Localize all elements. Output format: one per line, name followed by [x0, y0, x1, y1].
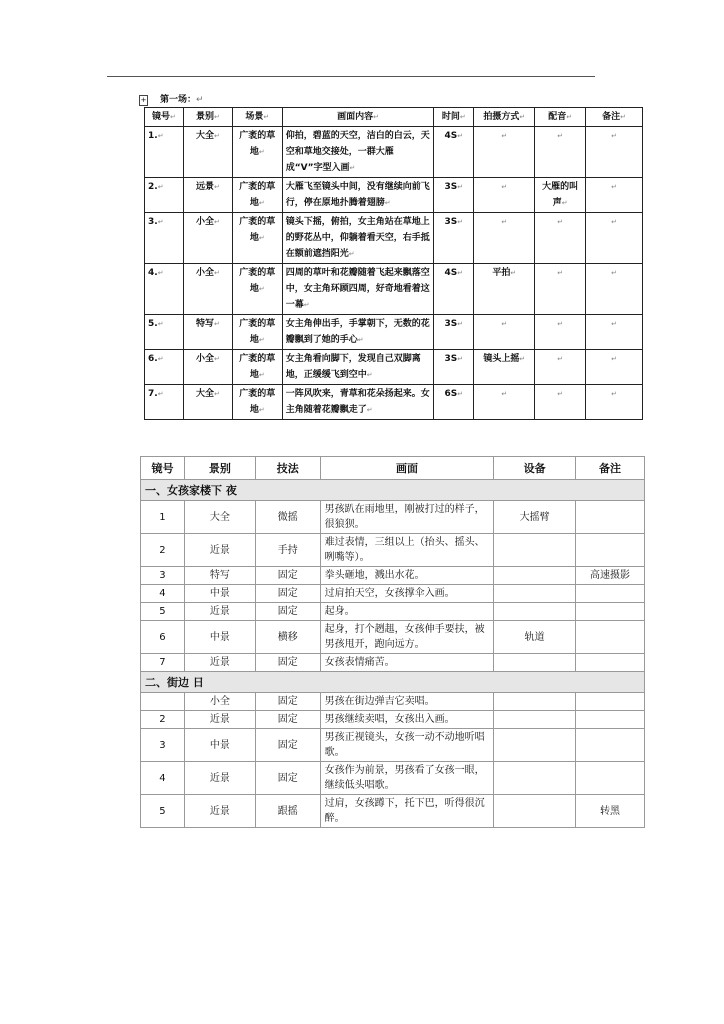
paragraph-mark: ↵	[258, 406, 265, 414]
header-label: 备注	[602, 112, 621, 122]
cell-content: 拳头砸地，溅出水花。	[320, 567, 494, 585]
cell-note	[576, 729, 645, 762]
paragraph-mark: ↵	[213, 390, 220, 398]
paragraph-mark: ↵	[561, 199, 568, 207]
cell-note	[586, 315, 643, 350]
cell-text: 大全	[195, 131, 214, 141]
table-2-header-cell: 景别	[184, 457, 255, 480]
paragraph-mark: ↵	[258, 371, 265, 379]
cell-no: 7	[141, 654, 185, 672]
cell-text: 四周的草叶和花瓣随着飞起来飘落空中，女主角环顾四周，好奇地看着这一幕	[285, 268, 430, 310]
paragraph-mark: ↵	[557, 390, 564, 398]
paragraph-mark: ↵	[519, 355, 526, 363]
cell-device	[494, 585, 576, 603]
paragraph-mark: ↵	[170, 113, 176, 121]
paragraph-mark: ↵	[373, 113, 379, 121]
paragraph-mark: ↵	[366, 371, 373, 379]
cell-method	[474, 385, 535, 420]
header-label: 景别	[195, 112, 214, 122]
cell-shot: 近景	[184, 795, 255, 828]
paragraph-mark: ↵	[557, 269, 564, 277]
cell-text: 小全	[195, 354, 214, 364]
cell-tech: 固定	[255, 603, 320, 621]
cell-time	[434, 350, 474, 385]
paragraph-mark: ↵	[357, 336, 364, 344]
cell-tech: 固定	[255, 654, 320, 672]
cell-tech: 固定	[255, 567, 320, 585]
cell-method	[474, 213, 535, 264]
cell-scene	[232, 178, 282, 213]
cell-tech: 固定	[255, 585, 320, 603]
cell-content	[282, 264, 434, 315]
cell-text: 1.	[148, 131, 158, 141]
paragraph-mark: ↵	[258, 199, 265, 207]
paragraph-mark: ↵	[157, 355, 164, 363]
cell-device	[494, 603, 576, 621]
paragraph-mark: ↵	[611, 355, 617, 363]
cell-no: 1	[141, 501, 185, 534]
cell-shot: 小全	[184, 693, 255, 711]
cell-text: 大雁的叫声	[542, 182, 579, 208]
paragraph-mark: ↵	[557, 355, 564, 363]
cell-text: 大全	[195, 389, 214, 399]
cell-no: 3	[141, 567, 185, 585]
cell-text: 镜头上摇	[483, 354, 520, 364]
table-2-header-cell: 技法	[255, 457, 320, 480]
cell-no: 2	[141, 534, 185, 567]
paragraph-mark: ↵	[557, 132, 564, 140]
cell-no	[145, 127, 184, 178]
cell-shot: 中景	[184, 621, 255, 654]
cell-device	[494, 795, 576, 828]
cell-text: 2.	[148, 182, 158, 192]
cell-device	[494, 711, 576, 729]
cell-tech: 跟摇	[255, 795, 320, 828]
header-label: 场景	[245, 112, 264, 122]
cell-no: 4	[141, 585, 185, 603]
cell-tech: 固定	[255, 711, 320, 729]
cell-shot	[183, 178, 232, 213]
table-row	[141, 603, 645, 621]
cell-scene	[232, 315, 282, 350]
cell-scene	[232, 385, 282, 420]
paragraph-mark: ↵	[501, 132, 508, 140]
table-row	[141, 729, 645, 762]
cell-text: 3S	[444, 217, 458, 227]
cell-text: 广袤的草地	[239, 354, 276, 380]
cell-audio	[535, 315, 586, 350]
header-label: 时间	[441, 112, 460, 122]
cell-device: 轨道	[494, 621, 576, 654]
paragraph-mark: ↵	[620, 113, 626, 121]
cell-text: 广袤的草地	[239, 131, 276, 157]
storyboard-table-1	[144, 107, 643, 420]
cell-scene	[232, 350, 282, 385]
cell-note	[576, 534, 645, 567]
cell-content	[282, 385, 434, 420]
table-row	[141, 693, 645, 711]
header-label: 配音	[548, 112, 567, 122]
cell-no	[145, 213, 184, 264]
paragraph-mark: ↵	[457, 183, 464, 191]
table-1-header-cell	[474, 108, 535, 127]
header-label: 镜号	[152, 112, 171, 122]
paragraph-mark: ↵	[213, 269, 220, 277]
cell-audio	[535, 350, 586, 385]
table-row	[141, 795, 645, 828]
cell-content	[282, 350, 434, 385]
table-1-header-row	[145, 108, 643, 127]
cell-no	[145, 264, 184, 315]
cell-note	[576, 585, 645, 603]
cell-content: 男孩继续卖唱，女孩出入画。	[320, 711, 494, 729]
paragraph-mark: ↵	[611, 320, 617, 328]
paragraph-mark: ↵	[258, 234, 265, 242]
paragraph-mark: ↵	[213, 218, 220, 226]
cell-no: 2	[141, 711, 185, 729]
paragraph-mark: ↵	[557, 218, 564, 226]
paragraph-mark: ↵	[501, 218, 508, 226]
cell-shot: 近景	[184, 534, 255, 567]
cell-text: 广袤的草地	[239, 182, 276, 208]
paragraph-mark: ↵	[157, 183, 164, 191]
cell-audio	[535, 178, 586, 213]
table-row	[141, 654, 645, 672]
table-2-header-cell: 画面	[320, 457, 494, 480]
table-2-header-cell: 备注	[576, 457, 645, 480]
table-row	[145, 127, 643, 178]
paragraph-mark: ↵	[258, 148, 265, 156]
cell-text: 6S	[444, 389, 458, 399]
paragraph-mark: ↵	[157, 218, 164, 226]
cell-no	[145, 315, 184, 350]
paragraph-mark: ↵	[611, 183, 617, 191]
cell-shot: 特写	[184, 567, 255, 585]
cell-content	[282, 127, 434, 178]
cell-device	[494, 567, 576, 585]
cell-content: 男孩在街边弹吉它卖唱。	[320, 693, 494, 711]
paragraph-mark: ↵	[263, 113, 270, 121]
header-label: 画面内容	[337, 112, 374, 122]
cell-tech: 横移	[255, 621, 320, 654]
cell-content	[282, 315, 434, 350]
table-row	[141, 621, 645, 654]
table-move-handle[interactable]: +	[140, 96, 147, 104]
cell-shot	[183, 127, 232, 178]
cell-time	[434, 178, 474, 213]
table-2-header-cell: 镜号	[141, 457, 185, 480]
cell-text: 广袤的草地	[239, 217, 276, 243]
cell-text: 平拍	[492, 268, 511, 278]
table-row	[141, 501, 645, 534]
paragraph-mark: ↵	[213, 320, 220, 328]
cell-audio	[535, 127, 586, 178]
table-row	[145, 385, 643, 420]
table-row	[145, 350, 643, 385]
cell-no: 5	[141, 795, 185, 828]
cell-no: 3	[141, 729, 185, 762]
paragraph-mark: ↵	[213, 113, 220, 121]
cell-shot: 中景	[184, 729, 255, 762]
cell-scene	[232, 264, 282, 315]
cell-content: 男孩正视镜头，女孩一动不动地听唱歌。	[320, 729, 494, 762]
cell-scene	[232, 213, 282, 264]
cell-tech: 微摇	[255, 501, 320, 534]
paragraph-mark: ↵	[459, 113, 466, 121]
cell-shot: 近景	[184, 603, 255, 621]
cell-shot	[183, 350, 232, 385]
cell-content	[282, 213, 434, 264]
table-row	[145, 315, 643, 350]
cell-note	[576, 501, 645, 534]
table-row	[145, 213, 643, 264]
cell-shot	[183, 385, 232, 420]
cell-shot: 大全	[184, 501, 255, 534]
cell-text: 4S	[444, 131, 458, 141]
paragraph-mark: ↵	[611, 218, 617, 226]
cell-note	[576, 762, 645, 795]
cell-method	[474, 127, 535, 178]
cell-content: 男孩趴在雨地里，刚被打过的样子，很狼狈。	[320, 501, 494, 534]
header-rule	[107, 76, 595, 77]
paragraph-mark: ↵	[303, 301, 310, 309]
cell-content: 过肩，女孩蹲下，托下巴，听得很沉醉。	[320, 795, 494, 828]
scene-1-heading	[160, 92, 204, 105]
table-row	[141, 711, 645, 729]
cell-method	[474, 264, 535, 315]
cell-shot: 近景	[184, 711, 255, 729]
cell-device	[494, 729, 576, 762]
cell-no	[145, 350, 184, 385]
cell-device: 大摇臂	[494, 501, 576, 534]
cell-note	[586, 350, 643, 385]
paragraph-mark: ↵	[213, 132, 220, 140]
cell-time	[434, 213, 474, 264]
cell-tech: 固定	[255, 693, 320, 711]
paragraph-mark: ↵	[258, 336, 265, 344]
cell-audio	[535, 213, 586, 264]
cell-text: 小全	[195, 268, 214, 278]
paragraph-mark: ↵	[557, 320, 564, 328]
cell-audio	[535, 385, 586, 420]
cell-tech: 固定	[255, 729, 320, 762]
cell-note: 高速摄影	[576, 567, 645, 585]
cell-text: 女主角看向脚下，发现自己双脚离地，正缓缓飞到空中	[285, 354, 421, 380]
paragraph-mark: ↵	[457, 132, 464, 140]
cell-no	[145, 178, 184, 213]
paragraph-mark: ↵	[457, 269, 464, 277]
cell-content: 过肩拍天空，女孩撑伞入画。	[320, 585, 494, 603]
cell-text: 镜头下摇，俯拍，女主角站在草地上的野花丛中，仰躺着看天空，右手抵在额前遮挡阳光	[285, 217, 430, 259]
cell-note	[586, 127, 643, 178]
table-row	[141, 567, 645, 585]
paragraph-mark: ↵	[457, 320, 464, 328]
cell-text: 特写	[195, 319, 214, 329]
cell-text: 6.	[148, 354, 158, 364]
paragraph-mark: ↵	[213, 183, 220, 191]
paragraph-mark: ↵	[258, 285, 265, 293]
cell-text: 大雁飞至镜头中间，没有继续向前飞行，停在原地扑腾着翅膀	[285, 182, 430, 208]
paragraph-mark: ↵	[384, 199, 391, 207]
cell-note: 转黑	[576, 795, 645, 828]
paragraph-mark: ↵	[501, 320, 508, 328]
cell-device	[494, 534, 576, 567]
paragraph-mark: ↵	[366, 406, 373, 414]
storyboard-table-2	[140, 456, 645, 828]
table-row	[141, 534, 645, 567]
section-title: 一、女孩家楼下 夜	[141, 480, 645, 501]
paragraph-mark: ↵	[611, 132, 617, 140]
cell-time	[434, 385, 474, 420]
table-1-header-cell	[145, 108, 184, 127]
paragraph-mark: ↵	[501, 183, 508, 191]
cell-text: 5.	[148, 319, 158, 329]
cell-device	[494, 654, 576, 672]
cell-note	[586, 178, 643, 213]
table-2-header-row	[141, 457, 645, 480]
cell-text: 仰拍，碧蓝的天空，洁白的白云，天空和草地交接处，一群大雁成“V”字型入画	[285, 131, 430, 173]
cell-note	[586, 213, 643, 264]
paragraph-mark: ↵	[157, 390, 164, 398]
table-1-header-cell	[282, 108, 434, 127]
section-row	[141, 672, 645, 693]
paragraph-mark: ↵	[349, 164, 356, 172]
paragraph-mark: ↵	[457, 218, 464, 226]
cell-content: 起身。	[320, 603, 494, 621]
cell-time	[434, 127, 474, 178]
cell-time	[434, 315, 474, 350]
cell-text: 3S	[444, 319, 458, 329]
table-row	[141, 762, 645, 795]
cell-method	[474, 315, 535, 350]
table-row	[145, 264, 643, 315]
table-1-header-cell	[232, 108, 282, 127]
cell-text: 4S	[444, 268, 458, 278]
cell-method	[474, 350, 535, 385]
cell-no	[141, 693, 185, 711]
cell-no	[145, 385, 184, 420]
paragraph-mark: ↵	[566, 113, 573, 121]
cell-text: 4.	[148, 268, 158, 278]
cell-shot	[183, 264, 232, 315]
cell-shot	[183, 315, 232, 350]
paragraph-mark: ↵	[213, 355, 220, 363]
cell-content	[282, 178, 434, 213]
table-row	[141, 585, 645, 603]
cell-shot: 近景	[184, 654, 255, 672]
section-row	[141, 480, 645, 501]
cell-note	[586, 264, 643, 315]
cell-note	[576, 603, 645, 621]
cell-content: 起身，打个趔趄，女孩伸手要扶，被男孩甩开，跑向远方。	[320, 621, 494, 654]
cell-device	[494, 693, 576, 711]
cell-no: 6	[141, 621, 185, 654]
table-1-header-cell	[586, 108, 643, 127]
table-row	[145, 178, 643, 213]
table-1-header-cell	[434, 108, 474, 127]
cell-note	[576, 711, 645, 729]
cell-text: 广袤的草地	[239, 268, 276, 294]
cell-text: 3.	[148, 217, 158, 227]
cell-text: 广袤的草地	[239, 319, 276, 345]
table-1-header-cell	[183, 108, 232, 127]
cell-tech: 手持	[255, 534, 320, 567]
cell-content: 难过表情，三组以上（抬头、摇头、咧嘴等）。	[320, 534, 494, 567]
cell-text: 3S	[444, 354, 458, 364]
paragraph-mark: ↵	[457, 390, 464, 398]
cell-text: 小全	[195, 217, 214, 227]
paragraph-mark: ↵	[510, 269, 517, 277]
cell-audio	[535, 264, 586, 315]
cell-method	[474, 178, 535, 213]
paragraph-mark: ↵	[157, 320, 164, 328]
scene-1-label: 第一场：	[160, 95, 197, 105]
cell-no: 4	[141, 762, 185, 795]
paragraph-mark: ↵	[611, 269, 617, 277]
cell-note	[576, 693, 645, 711]
table-2-header-cell: 设备	[494, 457, 576, 480]
cell-time	[434, 264, 474, 315]
cell-text: 一阵风吹来，青草和花朵扬起来。女主角随着花瓣飘走了	[285, 389, 430, 415]
header-label: 拍摄方式	[483, 112, 520, 122]
cell-device	[494, 762, 576, 795]
cell-note	[576, 654, 645, 672]
paragraph-mark: ↵	[501, 390, 508, 398]
cell-text: 远景	[195, 182, 214, 192]
cell-note	[586, 385, 643, 420]
cell-shot	[183, 213, 232, 264]
paragraph-mark: ↵	[196, 95, 204, 105]
cell-no: 5	[141, 603, 185, 621]
paragraph-mark: ↵	[157, 269, 164, 277]
cell-text: 女主角伸出手，手掌朝下，无数的花瓣飘到了她的手心	[285, 319, 430, 345]
paragraph-mark: ↵	[611, 390, 617, 398]
cell-tech: 固定	[255, 762, 320, 795]
cell-scene	[232, 127, 282, 178]
cell-note	[576, 621, 645, 654]
cell-text: 3S	[444, 182, 458, 192]
cell-content: 女孩表情痛苦。	[320, 654, 494, 672]
table-1-header-cell	[535, 108, 586, 127]
section-title: 二、街边 日	[141, 672, 645, 693]
cell-text: 7.	[148, 389, 158, 399]
paragraph-mark: ↵	[457, 355, 464, 363]
cell-shot: 中景	[184, 585, 255, 603]
paragraph-mark: ↵	[519, 113, 526, 121]
cell-text: 广袤的草地	[239, 389, 276, 415]
cell-shot: 近景	[184, 762, 255, 795]
paragraph-mark: ↵	[348, 250, 355, 258]
cell-content: 女孩作为前景，男孩看了女孩一眼，继续低头唱歌。	[320, 762, 494, 795]
paragraph-mark: ↵	[157, 132, 164, 140]
